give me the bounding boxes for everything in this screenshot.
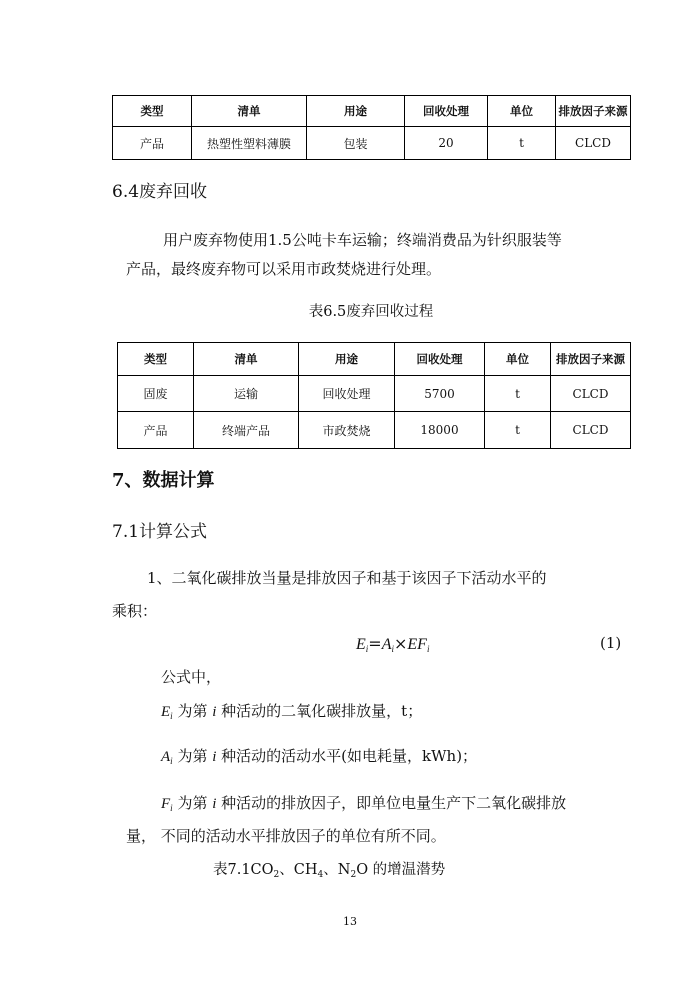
formula-E: E — [356, 636, 366, 653]
cell: 5700 — [395, 376, 485, 412]
def-text: 种活动的排放因子，即单位电量生产下二氧化碳排放 — [216, 794, 567, 812]
cell: 运输 — [194, 376, 299, 412]
caption-text: 、N — [323, 862, 351, 878]
def-sub: i — [170, 803, 173, 813]
cell: 18000 — [395, 412, 485, 449]
header-usage: 用途 — [307, 96, 405, 127]
def-var: i — [212, 749, 217, 765]
table-header-row — [113, 96, 631, 127]
header-unit: 单位 — [488, 96, 556, 127]
header-usage: 用途 — [299, 343, 395, 376]
paragraph-line: 用户废弃物使用1.5公吨卡车运输；终端消费品为针织服装等 — [163, 231, 562, 249]
header-factor-source: 排放因子来源 — [556, 96, 631, 127]
caption-sub: 4 — [317, 870, 324, 880]
table-row — [118, 376, 631, 412]
section-heading-7: 7、数据计算 — [112, 470, 215, 491]
waste-recycle-table — [117, 342, 631, 449]
def-sub: i — [170, 711, 173, 721]
def-var: i — [212, 796, 217, 812]
formula-sub: i — [391, 644, 394, 654]
cell: 热塑性塑料薄膜 — [192, 127, 307, 160]
def-symbol: A — [161, 749, 171, 765]
formula-sub: i — [426, 644, 430, 654]
cell: 20 — [405, 127, 488, 160]
cell: 包装 — [307, 127, 405, 160]
caption-text: 、CH — [279, 862, 318, 878]
header-factor-source: 排放因子来源 — [551, 343, 631, 376]
formula-number: (1) — [600, 634, 622, 652]
section-heading-6-4: 6.4废弃回收 — [112, 182, 208, 202]
caption-sub: 2 — [350, 870, 357, 880]
def-text: 种活动的二氧化碳排放量，t； — [216, 702, 423, 720]
caption-sub: 2 — [273, 870, 280, 880]
def-symbol: E — [161, 704, 171, 720]
header-inventory: 清单 — [192, 96, 307, 127]
cell: 市政焚烧 — [299, 412, 395, 449]
cell: 产品 — [118, 412, 194, 449]
section-heading-7-1: 7.1计算公式 — [112, 522, 208, 542]
header-unit: 单位 — [485, 343, 551, 376]
cell: t — [488, 127, 556, 160]
cell: CLCD — [551, 376, 631, 412]
header-type: 类型 — [113, 96, 192, 127]
def-text: 为第 — [172, 747, 213, 765]
formula — [356, 634, 429, 654]
formula-EF: EF — [407, 636, 427, 653]
table-header-row — [118, 343, 631, 376]
formula-sub: i — [365, 644, 369, 654]
definition-A — [161, 746, 477, 767]
cell: 终端产品 — [194, 412, 299, 449]
header-inventory: 清单 — [194, 343, 299, 376]
gwp-table-caption — [213, 858, 445, 879]
cell: 固废 — [118, 376, 194, 412]
cell: t — [485, 412, 551, 449]
header-recycle: 回收处理 — [395, 343, 485, 376]
product-table — [112, 95, 631, 160]
header-recycle: 回收处理 — [405, 96, 488, 127]
def-text: 为第 — [172, 702, 213, 720]
caption-text: 表7.1CO — [213, 862, 274, 878]
cell: 回收处理 — [299, 376, 395, 412]
formula-where: 公式中， — [161, 668, 222, 686]
table-row — [118, 412, 631, 449]
formula-eq: = — [368, 634, 382, 653]
paragraph-line: 产品，最终废弃物可以采用市政焚烧进行处理。 — [126, 260, 442, 278]
cell: CLCD — [551, 412, 631, 449]
def-sub: i — [170, 756, 173, 766]
definition-F — [161, 793, 566, 814]
table-caption: 表6.5废弃回收过程 — [308, 304, 434, 320]
cell: CLCD — [556, 127, 631, 160]
def-var: i — [212, 704, 217, 720]
paragraph-line: 1、二氧化碳排放当量是排放因子和基于该因子下活动水平的 — [147, 569, 547, 587]
cell: 产品 — [113, 127, 192, 160]
definition-E — [161, 701, 422, 722]
paragraph-line: 乘积： — [112, 602, 158, 620]
paragraph-line: 量， 不同的活动水平排放因子的单位有所不同。 — [126, 827, 446, 845]
cell: t — [485, 376, 551, 412]
def-symbol: F — [161, 796, 171, 812]
formula-times: × — [394, 634, 408, 653]
def-text: 种活动的活动水平(如电耗量，kWh)； — [216, 747, 478, 765]
def-text: 为第 — [172, 794, 213, 812]
page-number: 13 — [343, 915, 357, 928]
table-row — [113, 127, 631, 160]
formula-A: A — [381, 636, 392, 653]
caption-text: O 的增温潜势 — [356, 862, 446, 878]
header-type: 类型 — [118, 343, 194, 376]
